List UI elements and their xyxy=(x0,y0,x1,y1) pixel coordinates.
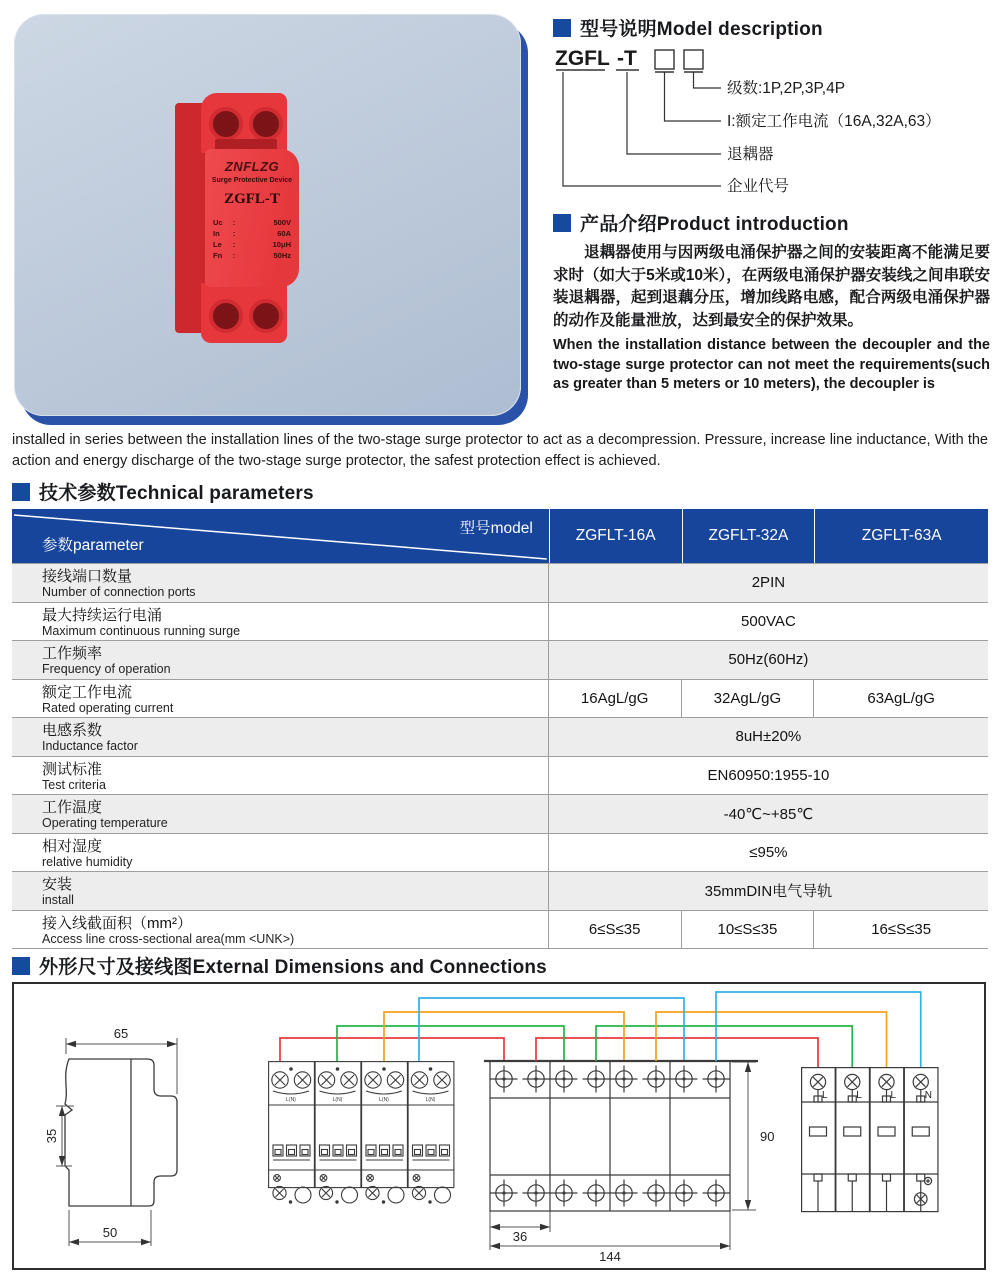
param-zh: 相对湿度 xyxy=(42,837,103,855)
param-value-32a: 10≤S≤35 xyxy=(681,911,814,949)
section-title-text: 产品介绍Product introduction xyxy=(580,214,849,235)
device-spec-row: Uc : 500V xyxy=(213,218,291,227)
dim-module-width: 36 xyxy=(512,1229,528,1244)
table-row xyxy=(12,602,988,641)
wiring-lines xyxy=(280,992,921,1067)
model-description-title xyxy=(553,14,990,41)
param-value: 8uH±20% xyxy=(735,728,802,746)
terminal-label-l3: L xyxy=(890,1090,897,1101)
device-spec-row: Le : 10μH xyxy=(213,240,291,249)
model-code: ZGFL xyxy=(555,47,610,70)
section-title-text: 外形尺寸及接线图External Dimensions and Connections xyxy=(39,957,547,978)
terminal-hole xyxy=(209,299,243,333)
model-number-diagram xyxy=(553,45,990,201)
external-dimensions-title xyxy=(12,952,547,979)
column-header-model-63a: ZGFLT-63A xyxy=(814,509,988,563)
dim-width-top: 65 xyxy=(113,1026,129,1041)
column-header-model-32a: ZGFLT-32A xyxy=(682,509,815,563)
product-photo-panel xyxy=(14,14,521,416)
device-bottom-terminal-block xyxy=(201,283,287,343)
wire-orange xyxy=(384,1012,887,1067)
dim-front-height: 90 xyxy=(760,1129,775,1144)
spd-bank-drawing xyxy=(802,1068,938,1212)
section-title-text: 技术参数Technical parameters xyxy=(39,483,314,504)
param-en: Maximum continuous running surge xyxy=(42,623,241,638)
param-en: Frequency of operation xyxy=(42,662,171,677)
param-value: 500VAC xyxy=(741,612,796,630)
wire-blue xyxy=(419,992,921,1067)
param-value: ≤95% xyxy=(749,843,788,861)
param-en: Operating temperature xyxy=(42,816,168,831)
product-introduction-title xyxy=(553,209,990,236)
dim-width-bottom: 50 xyxy=(102,1225,118,1240)
param-value-32a: 32AgL/gG xyxy=(681,680,814,718)
param-value-63a: 63AgL/gG xyxy=(813,680,988,718)
param-value: 50Hz(60Hz) xyxy=(728,651,809,669)
param-en: Inductance factor xyxy=(42,739,138,754)
section-title-text: 型号说明Model description xyxy=(580,19,823,40)
param-value-16a: 6≤S≤35 xyxy=(588,920,641,938)
introduction-paragraph-en-continued: installed in series between the installation lines of the two-stage surge protector to act as a decompression. Pressure, increase line inductance, With the action and energy discharge of the two-stage surge protector, the safest protection effect is achieved. xyxy=(12,432,988,469)
table-row xyxy=(12,833,988,872)
param-zh: 安装 xyxy=(42,876,73,894)
callout-company-code: 企业代号 xyxy=(727,178,790,195)
param-value-63a: 16≤S≤35 xyxy=(813,911,988,949)
terminal-hole xyxy=(249,107,283,141)
table-row xyxy=(12,871,988,910)
param-zh: 测试标准 xyxy=(42,760,103,778)
table-row xyxy=(12,679,988,718)
table-row xyxy=(12,563,988,602)
header-parameter-label: 参数parameter xyxy=(42,537,144,554)
table-row xyxy=(12,794,988,833)
digit-box xyxy=(655,50,674,69)
device-spec-list xyxy=(213,217,291,261)
blue-square-bullet xyxy=(12,483,30,501)
param-en: Rated operating current xyxy=(42,700,174,715)
dimensions-wiring-diagram xyxy=(12,982,986,1270)
device-spec-row: In : 60A xyxy=(213,229,291,238)
table-header-corner xyxy=(12,509,549,563)
param-en: Access line cross-sectional area(mm <UNK>) xyxy=(42,931,295,946)
param-en: relative humidity xyxy=(42,854,133,869)
terminal-label-l2: L xyxy=(856,1090,862,1101)
diagram-svg: L(N) 65 35 50 90 36 144 L L L N xyxy=(14,984,984,1268)
blue-square-bullet xyxy=(12,957,30,975)
param-zh: 额定工作电流 xyxy=(42,683,133,701)
introduction-paragraph-en: When the installation distance between the decoupler and the two-stage surge protector can not meet the requirements(such as greater than 5 meters or 10 meters), the decoupler is xyxy=(553,337,990,392)
callout-decoupler: 退耦器 xyxy=(727,146,774,163)
column-header-model-16a: ZGFLT-16A xyxy=(549,509,682,563)
param-value: -40℃~+85℃ xyxy=(723,805,814,823)
param-en: Test criteria xyxy=(42,777,106,792)
technical-parameters-table xyxy=(12,509,988,949)
table-row xyxy=(12,756,988,795)
param-value: EN60950:1955-10 xyxy=(707,766,830,784)
table-row xyxy=(12,640,988,679)
terminal-hole xyxy=(249,299,283,333)
param-value: 35mmDIN电气导轨 xyxy=(704,883,833,901)
device-subtitle: Surge Protective Device xyxy=(211,177,293,184)
terminal-block-drawing xyxy=(484,1061,758,1211)
param-zh: 电感系数 xyxy=(42,722,103,740)
callout-current: I:额定工作电流（16A,32A,63） xyxy=(727,113,941,130)
param-zh: 最大持续运行电涌 xyxy=(42,606,163,624)
dimension-arrowheads xyxy=(59,1041,751,1249)
table-row xyxy=(12,717,988,756)
table-header xyxy=(12,509,988,563)
header-model-label: 型号model xyxy=(459,520,533,537)
param-zh: 接线端口数量 xyxy=(42,568,133,586)
dimension-lines xyxy=(56,1038,756,1250)
device-model: ZGFL-T xyxy=(224,191,280,207)
param-en: install xyxy=(42,893,74,908)
param-zh: 工作温度 xyxy=(42,799,103,817)
dim-total-width: 144 xyxy=(599,1249,621,1264)
callout-poles: 级数:1P,2P,3P,4P xyxy=(727,80,846,97)
param-en: Number of connection ports xyxy=(42,585,196,600)
terminal-label-n: N xyxy=(924,1090,932,1101)
blue-square-bullet xyxy=(553,19,571,37)
callout-lines xyxy=(563,72,721,186)
param-zh: 工作频率 xyxy=(42,645,103,663)
param-zh: 接入线截面积（mm²） xyxy=(42,914,192,932)
breaker-bank-drawing xyxy=(269,1062,454,1204)
model-suffix: -T xyxy=(617,47,637,70)
device-brand: ZNFLZG xyxy=(224,159,280,174)
spd-device-image xyxy=(175,93,305,343)
side-profile-drawing xyxy=(65,1059,177,1206)
param-value: 2PIN xyxy=(751,574,786,592)
table-body xyxy=(12,563,988,949)
terminal-label-l1: L xyxy=(822,1090,828,1101)
blue-square-bullet xyxy=(553,214,571,232)
terminal-hole xyxy=(209,107,243,141)
digit-box xyxy=(684,50,703,69)
device-label-panel xyxy=(205,149,299,287)
param-value-16a: 16AgL/gG xyxy=(580,689,649,707)
table-row xyxy=(12,910,988,949)
device-spec-row: Fn : 50Hz xyxy=(213,251,291,260)
introduction-paragraph-zh: 退耦器使用与因两级电涌保护器之间的安装距离不能满足要求时（如大于5米或10米），在两级电涌保护器安装线之间串联安装退耦器，起到退藕分压，增加线路电感，配合两级电涌保护器的动作及能量泄放，达到最安全的保护效果。 xyxy=(553,244,990,329)
right-column xyxy=(553,14,990,395)
dim-height-left: 35 xyxy=(44,1128,59,1144)
technical-parameters-title xyxy=(12,478,314,505)
